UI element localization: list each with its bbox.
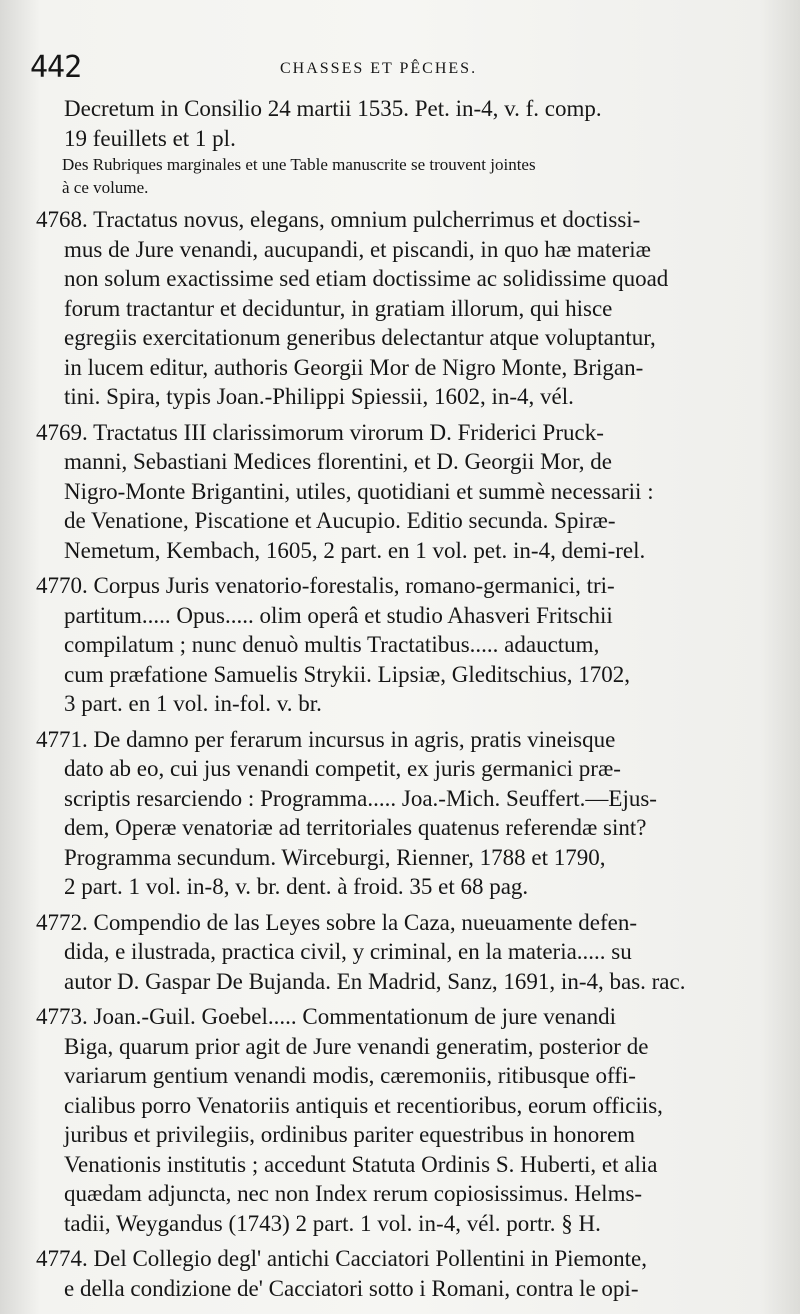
- entry-line: 4770. Corpus Juris venatorio-forestalis, romano-germanici, tri-: [36, 573, 615, 598]
- entry-line: e della condizione de' Cacciatori sotto i Romani, contra le opi-: [64, 1275, 639, 1301]
- note-line: à ce volume.: [62, 178, 149, 197]
- entry-line: scriptis resarciendo : Programma..... Joa.-Mich. Seuffert.—Ejus-: [64, 785, 657, 811]
- entry-line: de Venatione, Piscatione et Aucupio. Editio secunda. Spiræ-: [64, 508, 616, 533]
- page-number: 442: [30, 50, 82, 85]
- entry-line: compilatum ; nunc denuò multis Tractatibus..... adauctum,: [64, 632, 600, 657]
- entry-line: autor D. Gaspar De Bujanda. En Madrid, Sanz, 1691, in-4, bas. rac.: [64, 968, 686, 994]
- entry-line: 4769. Tractatus III clarissimorum virorum D. Friderici Pruck-: [36, 419, 604, 445]
- entry-line: variarum gentium venandi modis, cæremoniis, ritibusque offi-: [64, 1063, 636, 1088]
- entry-line: Programma secundum. Wirceburgi, Rienner, 1788 et 1790,: [64, 844, 606, 870]
- note-line: Des Rubriques marginales et une Table manuscrite se trouvent jointes: [62, 155, 536, 174]
- entry-line: forum tractantur et deciduntur, in gratiam illorum, qui hisce: [64, 295, 613, 321]
- catalogue-entry-4771: [36, 725, 776, 902]
- entry-line: dida, e ilustrada, practica civil, y criminal, en la materia..... su: [64, 939, 632, 964]
- entry-line: partitum..... Opus..... olim operâ et studio Ahasveri Fritschii: [64, 602, 613, 628]
- entry-line: mus de Jure venandi, aucupandi, et piscandi, in quo hæ materiæ: [64, 236, 652, 262]
- catalogue-entry-4770: [36, 571, 776, 719]
- entry-line: manni, Sebastiani Medices florentini, et D. Georgii Mor, de: [64, 449, 612, 474]
- entry-line: in lucem editur, authoris Georgii Mor de Nigro Monte, Brigan-: [64, 354, 644, 380]
- entry-line: Biga, quarum prior agit de Jure venandi generatim, posterior de: [64, 1033, 649, 1059]
- entry-line: juribus et privilegiis, ordinibus pariter equestribus in honorem: [64, 1122, 636, 1147]
- entry-line: Nemetum, Kembach, 1605, 2 part. en 1 vol. pet. in-4, demi-rel.: [64, 537, 646, 563]
- entry-line: Nigro-Monte Brigantini, utiles, quotidiani et summè necessarii :: [64, 478, 654, 504]
- entry-line: tadii, Weygandus (1743) 2 part. 1 vol. in-4, vél. portr. § H.: [64, 1210, 601, 1236]
- entry-note: [36, 153, 776, 199]
- entry-line: tini. Spira, typis Joan.-Philippi Spiessii, 1602, in-4, vél.: [64, 384, 574, 409]
- catalogue-entry-4768: [36, 205, 776, 412]
- entry-line: 2 part. 1 vol. in-8, v. br. dent. à froid. 35 et 68 pag.: [64, 874, 529, 899]
- entry-line: Venationis institutis ; accedunt Statuta Ordinis S. Huberti, et alia: [64, 1151, 658, 1177]
- running-head: CHASSES ET PÊCHES.: [280, 60, 478, 77]
- entry-line: cialibus porro Venatoriis antiquis et recentioribus, eorum officiis,: [64, 1092, 663, 1118]
- catalogue-entry-4772: [36, 908, 776, 997]
- entry-line: egregiis exercitationum generibus delectantur atque voluptantur,: [64, 325, 656, 350]
- catalogue-entry-4774: [36, 1244, 776, 1303]
- entry-line: 4772. Compendio de las Leyes sobre la Caza, nueuamente defen-: [36, 909, 637, 935]
- entry-line: 19 feuillets et 1 pl.: [64, 125, 236, 151]
- entry-line: dem, Operæ venatoriæ ad territoriales quatenus referendæ sint?: [64, 815, 647, 840]
- entry-line: 4768. Tractatus novus, elegans, omnium pulcherrimus et doctissi-: [36, 207, 641, 232]
- entry-line: quædam adjuncta, nec non Index rerum copiosissimus. Helms-: [64, 1181, 643, 1206]
- entry-line: Decretum in Consilio 24 martii 1535. Pet. in-4, v. f. comp.: [64, 96, 602, 121]
- entry-line: 4771. De damno per ferarum incursus in agris, pratis vineisque: [36, 726, 616, 752]
- entry-line: non solum exactissime sed etiam doctissime ac solidissime quoad: [64, 266, 669, 291]
- entry-line: 3 part. en 1 vol. in-fol. v. br.: [64, 691, 322, 716]
- catalogue-text: [36, 94, 776, 1303]
- entry-line: 4774. Del Collegio degl' antichi Cacciatori Pollentini in Piemonte,: [36, 1246, 647, 1271]
- catalogue-entry-4773: [36, 1002, 776, 1238]
- entry-line: dato ab eo, cui jus venandi competit, ex juris germanici præ-: [64, 756, 621, 781]
- page-header: [30, 50, 770, 90]
- catalogue-entry-4769: [36, 418, 776, 566]
- catalogue-entry-continued: [36, 94, 776, 199]
- entry-line: cum præfatione Samuelis Strykii. Lipsiæ, Gleditschius, 1702,: [64, 661, 631, 687]
- entry-line: 4773. Joan.-Guil. Goebel..... Commentationum de jure venandi: [36, 1004, 616, 1029]
